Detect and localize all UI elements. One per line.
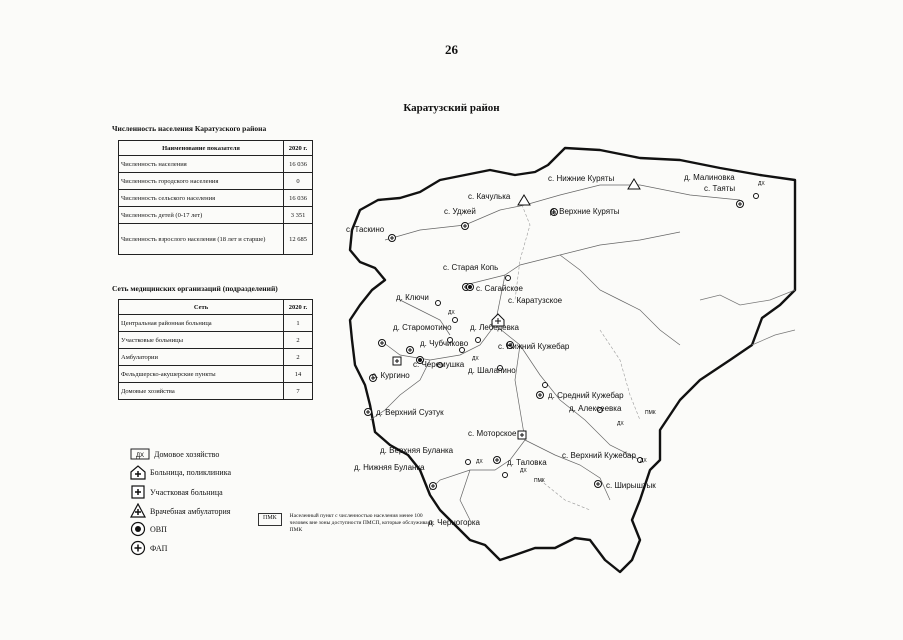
dh-tags [448, 181, 765, 484]
map-label: д. Верхние Куряты [550, 207, 620, 216]
fap-marker [365, 409, 372, 416]
table-cell-value: 0 [284, 173, 313, 190]
table-cell-name: Фельдшерско-акушерские пункты [119, 366, 284, 383]
fap-marker [494, 457, 501, 464]
district-hospital-marker [518, 431, 526, 439]
table-cell-value: 16 036 [284, 190, 313, 207]
fap-marker [737, 201, 744, 208]
dh-tag: ДХ [472, 356, 479, 362]
map-label: с. Качулька [468, 192, 511, 201]
network-table [118, 299, 313, 400]
legend-label: Врачебная амбулатория [150, 506, 231, 516]
fap-marker [389, 235, 396, 242]
legend-item-district-hospital [130, 484, 223, 500]
population-table [118, 140, 313, 255]
map-label: д. Лебедевка [470, 323, 519, 332]
map-label: с. Моторское [468, 429, 517, 438]
map-label: с. Таскино [346, 225, 385, 234]
map-label: с. Уджей [444, 207, 476, 216]
roads [370, 185, 740, 520]
table-header-cell: 2020 г. [284, 300, 313, 315]
legend-item-fap [130, 540, 167, 556]
legend-item-hospital [130, 464, 231, 480]
table-cell-name: Участковые больницы [119, 332, 284, 349]
legend-label: Домовое хозяйство [154, 449, 220, 459]
dh-tag: ДХ [617, 421, 624, 427]
table-cell-name: Численность городского населения [119, 173, 284, 190]
dh-tag: ДХ [448, 310, 455, 316]
map-label: д. Ключи [396, 293, 429, 302]
table-cell-name: Численность сельского населения [119, 190, 284, 207]
map-label: с. Верхний Кужебар [562, 451, 636, 460]
ambulatory-marker [518, 195, 530, 205]
region-title: Каратузский район [403, 102, 500, 114]
table-cell-value: 2 [284, 349, 313, 366]
table-row [119, 224, 313, 255]
map-label: с. Сагайское [476, 284, 523, 293]
table-cell-name: Численность взрослого населения (18 лет и старше) [119, 224, 284, 255]
map-label: с. Старая Копь [443, 263, 499, 272]
network-title: Сеть медицинских организаций (подразделений) [112, 284, 278, 293]
table-row [119, 190, 313, 207]
ambulatory-marker [628, 179, 640, 189]
household-icon-text: ДХ [135, 453, 145, 459]
page-number: 26 [445, 42, 458, 57]
legend-label: ФАП [150, 543, 168, 553]
household-icon [130, 446, 150, 462]
regional-border [700, 290, 795, 345]
map-label: с. Нижние Куряты [548, 174, 615, 183]
legend-item-ambulatory [130, 503, 230, 519]
table-row [119, 349, 313, 366]
dh-tag: ДХ [476, 459, 483, 465]
district-hospital-marker [393, 357, 401, 365]
table-header-cell: 2020 г. [284, 141, 313, 156]
legend-item-dh [130, 446, 219, 462]
map-label: с. Ширыштык [606, 481, 656, 490]
map-label: д. Верхняя Буланка [380, 446, 454, 455]
table-cell-value: 3 351 [284, 207, 313, 224]
table-row [119, 173, 313, 190]
hospital-icon [130, 464, 146, 480]
map-label: д. Алексеевка [569, 404, 622, 413]
fap-marker [430, 483, 437, 490]
fap-marker [407, 347, 414, 354]
table-row [119, 315, 313, 332]
table-row [119, 207, 313, 224]
table-cell-name: Численность населения [119, 156, 284, 173]
table-cell-value: 12 685 [284, 224, 313, 255]
ovp-icon [130, 521, 146, 537]
legend-item-ovp [130, 521, 167, 537]
dh-tag: ДХ [758, 181, 765, 187]
dh-tag: ДХ [520, 468, 527, 474]
fap-marker [537, 392, 544, 399]
table-cell-name: Численность детей (0-17 лет) [119, 207, 284, 224]
map-label: с. Нижний Кужебар [498, 342, 570, 351]
legend-label: Участковая больница [150, 487, 223, 497]
table-cell-name: Домовые хозяйства [119, 383, 284, 400]
table-row [119, 383, 313, 400]
pmk-note-text: Населенный пункт с численностью населения менее 100 человек вне зоны доступности ПМСП, которые обслуживают ПМК [289, 513, 435, 533]
map-label: д. Черногорка [428, 518, 480, 527]
table-header-cell: Наименование показателя [119, 141, 284, 156]
district-hospital-icon [130, 484, 146, 500]
map-label: с. Таяты [704, 184, 736, 193]
population-title: Численность населения Каратузского района [112, 124, 267, 133]
legend-label: Больница, поликлиника [150, 467, 232, 477]
district-map [330, 140, 800, 580]
pmk-box: ПМК [258, 513, 282, 526]
map-label: с. Каратузское [508, 296, 563, 305]
map-label: с. Черемушка [413, 360, 465, 369]
fap-marker [595, 481, 602, 488]
table-cell-value: 2 [284, 332, 313, 349]
map-label: с. Кургино [372, 371, 410, 380]
table-row [119, 156, 313, 173]
ambulatory-icon [130, 503, 146, 519]
table-cell-value: 16 036 [284, 156, 313, 173]
dh-tag: ДХ [640, 458, 647, 464]
map-label: д. Старомотино [393, 323, 452, 332]
table-cell-name: Центральная районная больница [119, 315, 284, 332]
legend-label: ОВП [150, 524, 167, 534]
map-label: д. Малиновка [684, 173, 735, 182]
map-label: д. Чубчиково [420, 339, 469, 348]
table-row [119, 332, 313, 349]
fap-marker [462, 223, 469, 230]
fap-marker [379, 340, 386, 347]
table-cell-value: 1 [284, 315, 313, 332]
pmk-tag: ПМК [534, 478, 545, 484]
table-cell-value: 7 [284, 383, 313, 400]
ovp-marker [467, 284, 474, 291]
map-markers [365, 179, 759, 490]
map-label: д. Таловка [507, 458, 547, 467]
table-cell-value: 14 [284, 366, 313, 383]
table-row [119, 366, 313, 383]
table-header-row [119, 141, 313, 156]
settlement-labels [346, 173, 735, 527]
table-cell-name: Амбулатории [119, 349, 284, 366]
map-label: д. Нижняя Буланка [354, 463, 425, 472]
fap-icon [130, 540, 146, 556]
table-header-cell: Сеть [119, 300, 284, 315]
map-label: д. Средний Кужебар [548, 391, 624, 400]
pmk-tag: ПМК [645, 410, 656, 416]
table-header-row [119, 300, 313, 315]
map-label: д. Шалапино [468, 366, 516, 375]
map-label: д. Верхний Суэтук [376, 408, 444, 417]
